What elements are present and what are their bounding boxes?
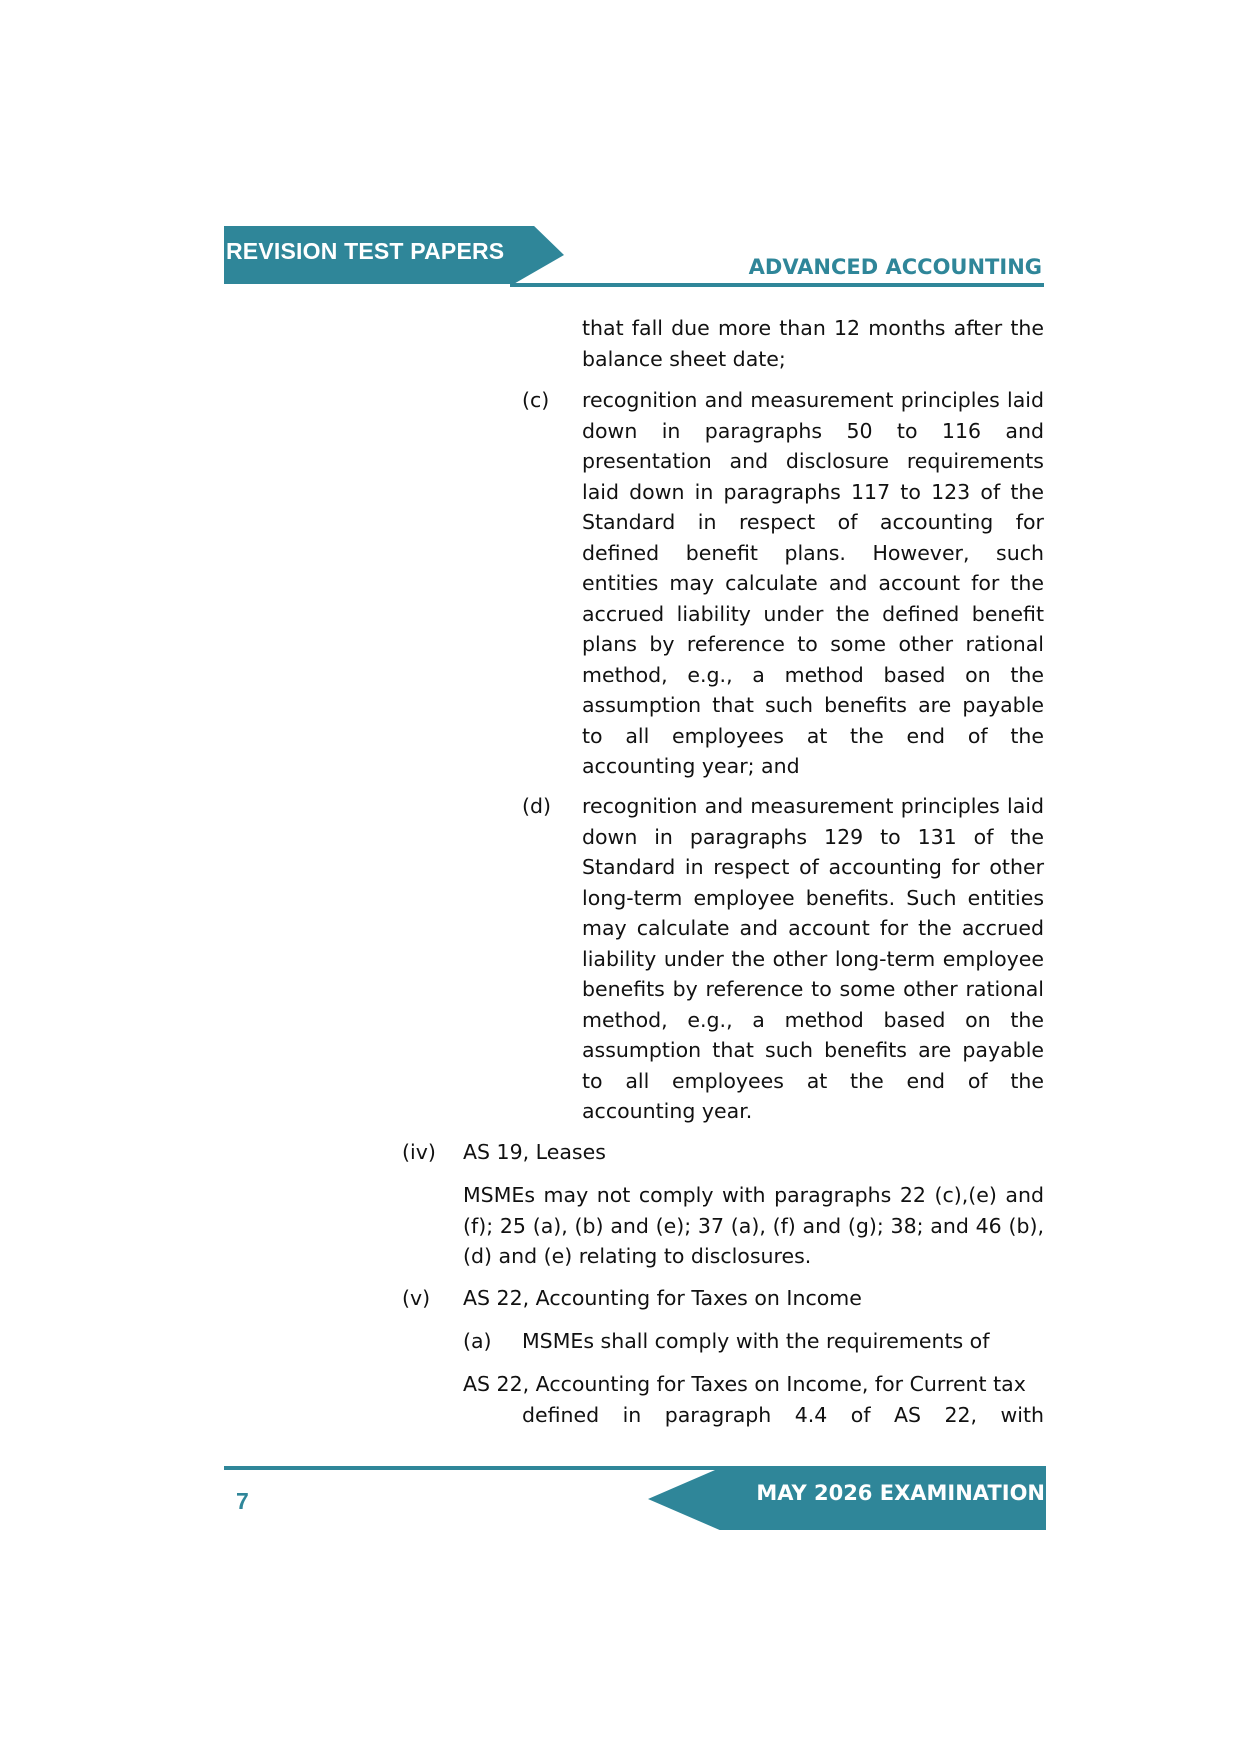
header-rule [510,283,1044,287]
item-v-sub-a-text: MSMEs shall comply with the requirements of [522,1329,990,1353]
item-v-paragraph-line-2: defined in paragraph 4.4 of AS 22, with [522,1403,1044,1427]
item-iv-text: MSMEs may not comply with paragraphs 22 (c),(e) and (f); 25 (a), (b) and (e); 37 (a), (f) and (g); 38; and 46 (b), (d) and (e) relating to disclosures. [463,1183,1044,1268]
page-number: 7 [236,1488,249,1514]
item-d-label: (d) [522,794,552,818]
item-v-label: (v) [402,1286,431,1310]
header-left-title: REVISION TEST PAPERS [226,238,505,264]
item-v-paragraph-line-1: AS 22, Accounting for Taxes on Income, for Current tax [463,1372,1026,1396]
header-arrow-shape [496,226,564,284]
item-v-sub-a-label: (a) [463,1329,492,1353]
continuation-paragraph: that fall due more than 12 months after the balance sheet date; [582,316,1044,371]
item-d-text: recognition and measurement principles laid down in paragraphs 129 to 131 of the Standard in respect of accounting for other long-term employee benefits. Such entities may calculate and account for the accrued liability under the other long-term employee benefits by reference to some other rational method, e.g., a method based on the assumption that such benefits are payable to all employees at the end of the accounting year. [582,794,1044,1123]
item-c-text: recognition and measurement principles laid down in paragraphs 50 to 116 and presentation and disclosure requirements laid down in paragraphs 117 to 123 of the Standard in respect of accounting for defined benefit plans. However, such entities may calculate and account for the accrued liability under the defined benefit plans by reference to some other rational method, e.g., a method based on the assumption that such benefits are payable to all employees at the end of the accounting year; and [582,388,1044,778]
item-v-heading: AS 22, Accounting for Taxes on Income [463,1286,862,1310]
item-iv-heading: AS 19, Leases [463,1140,606,1164]
item-iv-label: (iv) [402,1140,436,1164]
header-right-title: ADVANCED ACCOUNTING [748,255,1042,279]
footer-exam-title: MAY 2026 EXAMINATION [756,1481,1045,1505]
item-c-label: (c) [522,388,550,412]
